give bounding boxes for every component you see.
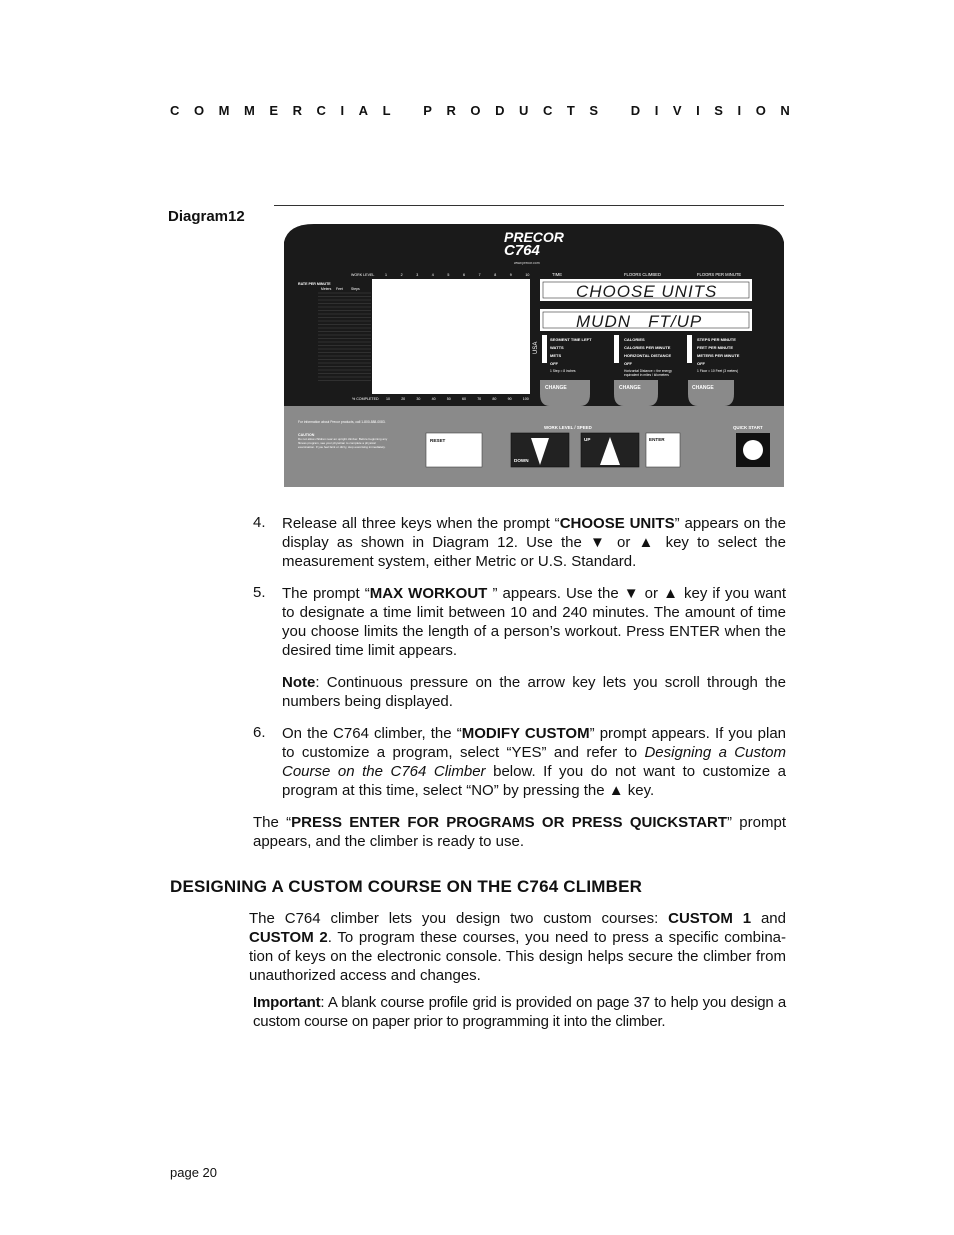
- division-letter: L: [382, 103, 391, 118]
- col2-note: Horizontal Distance = the energy equivalent in miles / kilometers: [624, 369, 672, 378]
- enter-button[interactable]: [646, 433, 680, 467]
- percent-number: 40: [431, 397, 436, 401]
- info-text: For information about Precor products, call 1-800-888-0083.: [298, 420, 386, 424]
- press-enter-text: The “PRESS ENTER FOR PROGRAMS OR PRESS QUICKSTART” prompt appears, and the climber is ready to use.: [253, 814, 786, 850]
- division-letter: [613, 103, 617, 118]
- division-letter: O: [470, 103, 481, 118]
- up-button[interactable]: [581, 433, 639, 467]
- division-header: [170, 103, 790, 118]
- change-tab-3[interactable]: [688, 380, 734, 406]
- division-letter: U: [519, 103, 529, 118]
- step-4-text: Release all three keys when the prompt “CHOOSE UNITS” appears on the display as shown in Diagram 12. Use the ▼ or ▲ key to select the measurement system, either Metric or U.S. Standard.: [282, 515, 786, 570]
- change-tab-1[interactable]: [540, 380, 590, 406]
- division-letter: D: [630, 103, 641, 118]
- work-level-number: 6: [463, 273, 465, 277]
- division-letter: C: [170, 103, 180, 118]
- indicator-label: OFF: [550, 361, 558, 366]
- division-letter: D: [495, 103, 505, 118]
- console-diagram: [284, 224, 784, 487]
- step-5-number: 5.: [253, 584, 266, 601]
- indicator-label: OFF: [697, 361, 705, 366]
- division-letter: V: [672, 103, 682, 118]
- step-6-number: 6.: [253, 724, 266, 741]
- section-heading: DESIGNING A CUSTOM COURSE ON THE C764 CLIMBER: [170, 877, 643, 896]
- work-level-number: 5: [447, 273, 450, 277]
- percent-number: 100: [522, 397, 529, 401]
- brand-logo: PRECOR: [504, 229, 564, 245]
- step-4-number: 4.: [253, 514, 266, 531]
- quick-start-label: QUICK START: [733, 425, 763, 430]
- indicator-bar-1: [542, 335, 547, 363]
- step-6-text: On the C764 climber, the “MODIFY CUSTOM” prompt appears. If you plan to customize a program, select “YES” and refer to Designing a Custom Course on the C764 Climber below. If you do not want to customize a program at this time, select “NO” by pressing the ▲ key.: [282, 725, 787, 799]
- svg-text:UP: UP: [584, 437, 591, 442]
- indicator-label: METERS PER MINUTE: [697, 353, 740, 358]
- work-level-number: 8: [494, 273, 497, 277]
- indicator-label: STEPS PER MINUTE: [697, 337, 736, 342]
- indicator-label: SEGMENT TIME LEFT: [550, 337, 592, 342]
- divider-line: [274, 205, 784, 206]
- step-5-text: The prompt “MAX WORKOUT ” appears. Use the ▼ or ▲ key if you want to designate a time limit between 10 and 240 minutes. The amount of time you choose limits the length of a person’s workout. Press ENTER when the desired time limit appears.: [282, 585, 786, 659]
- caution-text: [298, 437, 388, 449]
- division-letter: R: [292, 103, 302, 118]
- profile-grid: [372, 279, 530, 394]
- division-letter: A: [358, 103, 369, 118]
- work-level-number: 10: [525, 273, 530, 277]
- division-letter: C: [542, 103, 553, 118]
- change-tab-2[interactable]: [614, 380, 658, 406]
- indicator-label: CALORIES: [624, 337, 645, 342]
- caution-line: Do not allow children near an upright climber. Before beginning any: [298, 437, 388, 441]
- division-letter: T: [566, 103, 575, 118]
- col3-note: 1 Floor = 10 Feet (3 meters): [697, 369, 739, 373]
- page-number: page 20: [170, 1165, 217, 1180]
- indicator-label: OFF: [624, 361, 632, 366]
- percent-number: 10: [386, 397, 390, 401]
- percent-number: 30: [416, 397, 421, 401]
- indicator-bar-3: [687, 335, 692, 363]
- division-letter: I: [654, 103, 659, 118]
- custom-course-text: The C764 climber lets you design two custom courses: CUSTOM 1 and CUSTOM 2. To program these courses, you need to press a specific combina-tion of keys on the electronic console. This design helps secure the climber from unauthorized access and changes.: [249, 910, 786, 984]
- work-level-number: 2: [400, 273, 403, 277]
- division-letter: P: [423, 103, 432, 118]
- quick-start-circle-icon: [743, 440, 763, 460]
- col1-note: 1 Step = 8 inches: [550, 369, 576, 373]
- rate-column-header: Meters: [321, 287, 332, 291]
- division-letter: E: [269, 103, 279, 118]
- label-time: TIME: [552, 272, 563, 277]
- svg-text:ENTER: ENTER: [649, 437, 665, 442]
- change-label-1: CHANGE: [545, 385, 567, 391]
- change-label-3: CHANGE: [692, 385, 714, 391]
- label-floors-per-minute: FLOORS PER MINUTE: [697, 272, 742, 277]
- caution-title: CAUTION: [298, 433, 315, 437]
- rate-columns: [321, 287, 360, 291]
- indicator-bar-2: [614, 335, 619, 363]
- usa-label: USA: [533, 341, 539, 354]
- division-letter: O: [755, 103, 766, 118]
- work-level-number: 7: [478, 273, 481, 277]
- division-letter: [405, 103, 409, 118]
- percent-number: 50: [446, 397, 451, 401]
- label-floors-climbed: FLOORS CLIMBED: [624, 272, 661, 277]
- division-letter: S: [714, 103, 723, 118]
- division-letter: N: [780, 103, 790, 118]
- percent-number: 20: [401, 397, 406, 401]
- work-level-number: 1: [385, 273, 387, 277]
- caution-line: examination. If you feel faint or dizzy, stop exercising immediately.: [298, 445, 386, 449]
- percent-label: % COMPLETED: [352, 397, 379, 401]
- rate-column-header: Feet: [336, 287, 343, 291]
- division-letter: C: [316, 103, 326, 118]
- division-letter: I: [737, 103, 742, 118]
- division-letter: S: [589, 103, 599, 118]
- division-letter: R: [446, 103, 456, 118]
- indicator-label: METS: [550, 353, 562, 358]
- indicator-label: FEET PER MINUTE: [697, 345, 734, 350]
- svg-text:RESET: RESET: [430, 438, 446, 443]
- model-label: C764: [504, 242, 540, 259]
- division-letter: I: [696, 103, 700, 118]
- url-label: www.precor.com: [514, 261, 540, 265]
- work-level-number: 3: [416, 273, 419, 277]
- work-level-label: WORK LEVEL: [351, 273, 375, 277]
- quick-start-button[interactable]: [736, 433, 770, 467]
- division-letter: M: [244, 103, 255, 118]
- rate-label: RATE PER MINUTE: [298, 282, 331, 286]
- caution-line: fitness program, see your physician to complete a physical: [298, 441, 376, 445]
- note-text: Note: Continuous pressure on the arrow key lets you scroll through the numbers being displayed.: [282, 674, 786, 710]
- indicator-label: CALORIES PER MINUTE: [624, 345, 671, 350]
- rate-column-header: Steps: [351, 287, 360, 291]
- change-label-2: CHANGE: [619, 385, 641, 391]
- console-svg: [284, 224, 784, 487]
- percent-number: 70: [477, 397, 482, 401]
- down-button[interactable]: [511, 433, 569, 467]
- important-text: Important: A blank course profile grid is provided on page 37 to help you design a custom course on paper prior to programming it into the climber.: [253, 994, 786, 1030]
- work-level-speed-label: WORK LEVEL / SPEED: [544, 425, 592, 430]
- lcd-line-2: MUDN FT/UP: [576, 312, 703, 331]
- percent-number: 80: [492, 397, 497, 401]
- work-level-number: 4: [431, 273, 434, 277]
- diagram-label: Diagram12: [168, 208, 245, 225]
- percent-number: 90: [507, 397, 512, 401]
- indicator-label: WATTS: [550, 345, 564, 350]
- indicator-label: HORIZONTAL DISTANCE: [624, 353, 672, 358]
- percent-number: 60: [462, 397, 466, 401]
- division-letter: I: [340, 103, 345, 118]
- lcd-line-1: CHOOSE UNITS: [576, 282, 718, 301]
- svg-text:DOWN: DOWN: [514, 458, 529, 463]
- division-letter: M: [218, 103, 230, 118]
- work-level-number: 9: [509, 273, 512, 277]
- division-letter: O: [193, 103, 205, 118]
- reset-button[interactable]: [426, 433, 482, 467]
